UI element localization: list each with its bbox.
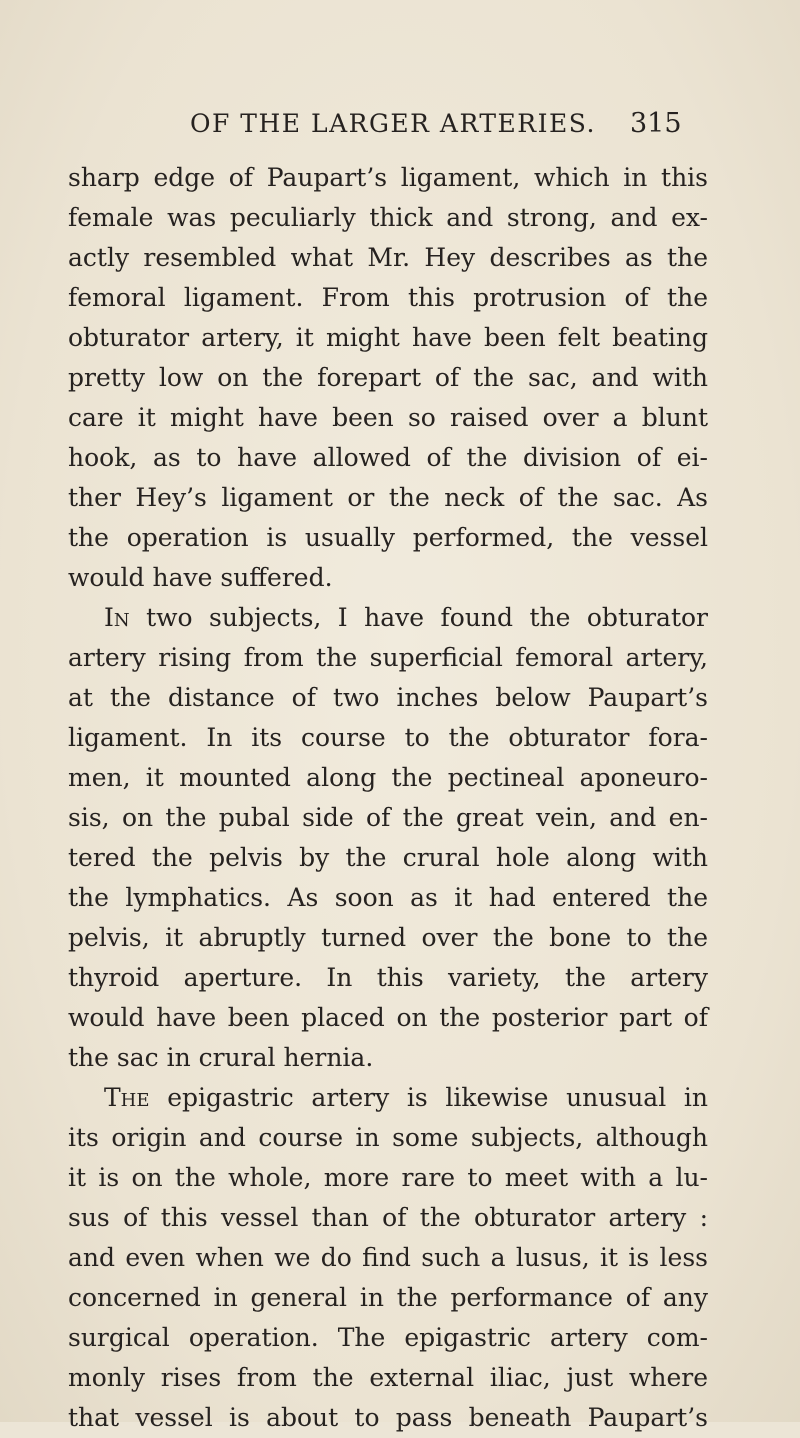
text-line-content: pelvis, it abruptly turned over the bone to the [68, 923, 708, 952]
text-line [68, 158, 708, 198]
text-line-content: concerned in general in the performance of any [68, 1283, 708, 1312]
page-header [0, 104, 800, 144]
text-line [68, 838, 708, 878]
text-line-content: the sac in crural hernia. [68, 1043, 374, 1072]
text-line-content: femoral ligament. From this protrusion of the [68, 283, 708, 312]
text-line [68, 1278, 708, 1318]
text-line [68, 438, 708, 478]
text-line-content: the lymphatics. As soon as it had entered the [68, 883, 708, 912]
running-title: OF THE LARGER ARTERIES. [190, 109, 596, 138]
text-line [68, 1198, 708, 1238]
text-line [68, 758, 708, 798]
text-line-content: female was peculiarly thick and strong, and ex- [68, 203, 708, 232]
text-line-content: pretty low on the forepart of the sac, and with [68, 363, 708, 392]
text-line-content: thyroid aperture. In this variety, the artery [68, 963, 708, 992]
text-line [68, 878, 708, 918]
text-line-content: hook, as to have allowed of the division of ei- [68, 443, 708, 472]
text-line [68, 1318, 708, 1358]
text-line [68, 1118, 708, 1158]
text-line-content: surgical operation. The epigastric artery com- [68, 1323, 708, 1352]
text-line-content: would have suffered. [68, 563, 333, 592]
text-line [68, 318, 708, 358]
text-line [68, 398, 708, 438]
text-line-content: two subjects, I have found the obturator [129, 603, 708, 632]
text-line [68, 358, 708, 398]
body-text [68, 158, 708, 1438]
text-line-content: men, it mounted along the pectineal aponeuro- [68, 763, 708, 792]
text-line [68, 958, 708, 998]
text-line [68, 638, 708, 678]
paragraph-lead-word: The [104, 1083, 150, 1112]
text-line [68, 1078, 708, 1118]
paragraph-lead-word: In [104, 603, 130, 632]
text-line [68, 1158, 708, 1198]
text-line [68, 1358, 708, 1398]
text-line-content: that vessel is about to pass beneath Paupart’s [68, 1403, 708, 1432]
text-line [68, 518, 708, 558]
text-line [68, 198, 708, 238]
text-line-content: at the distance of two inches below Paupart’s [68, 683, 708, 712]
text-line [68, 798, 708, 838]
text-line [68, 718, 708, 758]
text-line-content: would have been placed on the posterior part of [68, 1003, 708, 1032]
text-line-content: ther Hey’s ligament or the neck of the sac. As [68, 483, 708, 512]
text-line [68, 278, 708, 318]
text-line [68, 918, 708, 958]
text-line [68, 598, 708, 638]
text-line [68, 1398, 708, 1438]
text-line-content: epigastric artery is likewise unusual in [149, 1083, 708, 1112]
text-line-content: sharp edge of Paupart’s ligament, which in this [68, 163, 708, 192]
text-line [68, 998, 708, 1038]
text-line [68, 1238, 708, 1278]
text-line-content: tered the pelvis by the crural hole along with [68, 843, 708, 872]
text-line-content: monly rises from the external iliac, just where [68, 1363, 708, 1392]
text-line [68, 678, 708, 718]
text-line-content: and even when we do find such a lusus, it is less [68, 1243, 708, 1272]
text-line-content: its origin and course in some subjects, although [68, 1123, 708, 1152]
text-line [68, 478, 708, 518]
text-line-content: it is on the whole, more rare to meet with a lu- [68, 1163, 708, 1192]
text-line-content: sus of this vessel than of the obturator artery : [68, 1203, 708, 1232]
text-line-content: artery rising from the superficial femoral artery, [68, 643, 708, 672]
text-line [68, 238, 708, 278]
page-number: 315 [630, 108, 682, 139]
text-line-content: care it might have been so raised over a blunt [68, 403, 708, 432]
text-line-content: obturator artery, it might have been felt beating [68, 323, 708, 352]
text-line-content: sis, on the pubal side of the great vein, and en- [68, 803, 708, 832]
text-line-content: the operation is usually performed, the vessel [68, 523, 708, 552]
text-line [68, 558, 708, 598]
text-line-content: actly resembled what Mr. Hey describes as the [68, 243, 708, 272]
text-line [68, 1038, 708, 1078]
text-line-content: ligament. In its course to the obturator fora- [68, 723, 708, 752]
